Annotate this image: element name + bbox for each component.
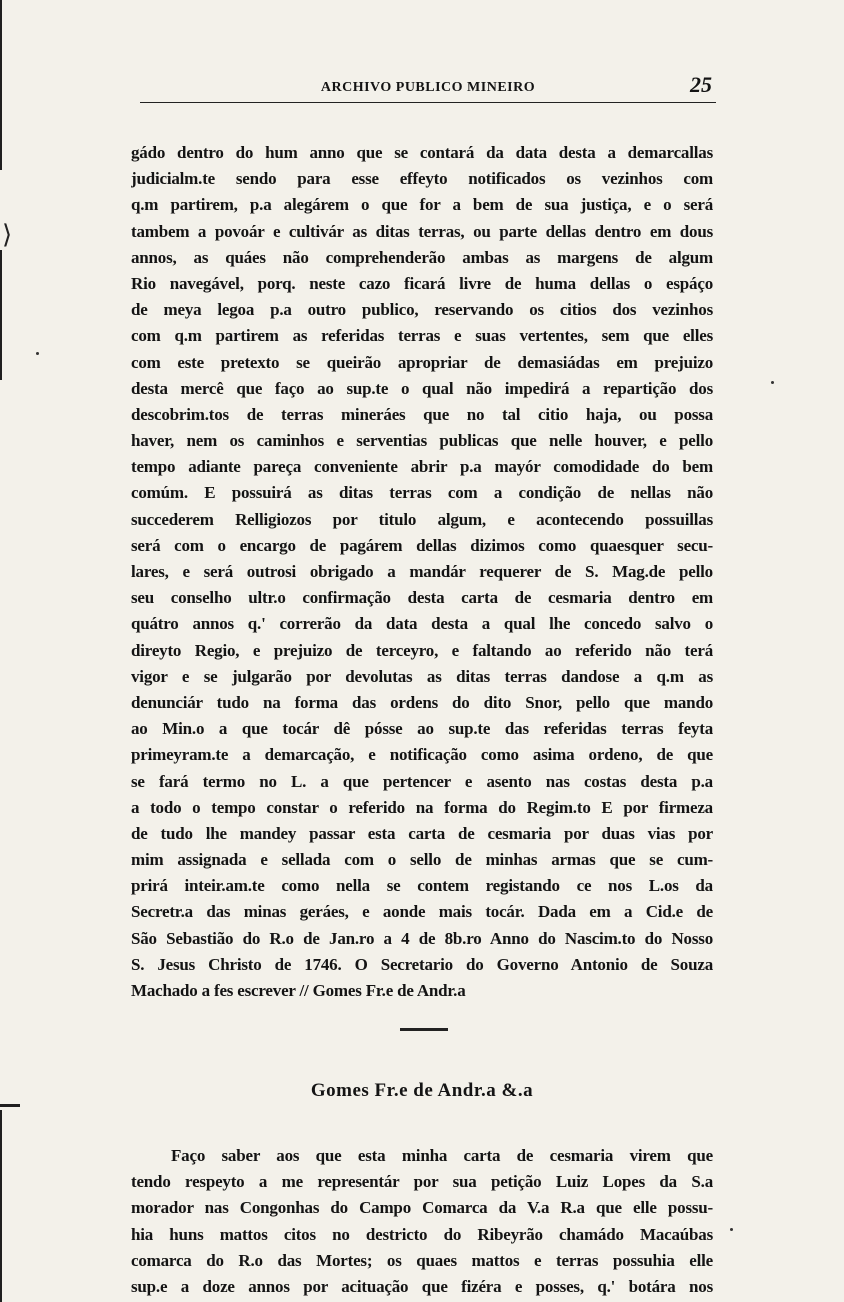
section-body-text [131,1143,713,1300]
text-line: a todo o tempo constar o referido na forma do Regim.to E por firmeza [131,797,713,817]
text-line: sup.e a doze annos por acituação que fizéra e posses, q.' botára nos [131,1276,713,1296]
text-line: quátro annos q.' correrão da data desta a qual lhe concedo salvo o [131,614,713,634]
header-title: ARCHIVO PUBLICO MINEIRO [320,80,536,95]
text-line: succederem Relligiozos por titulo algum, e acontecendo possuillas [131,509,713,529]
text-line: q.m partirem, p.a alegárem o que for a bem de sua justiça, e o será [131,195,713,215]
margin-dot [730,1228,733,1231]
binding-edge-line [0,0,2,170]
text-line: lares, e será outrosi obrigado a mandár requerer de S. Mag.de pello [131,562,713,581]
text-line: comarca do R.o das Mortes; os quaes mattos e terras possuhia elle [131,1250,713,1270]
text-line: Rio navegável, porq. neste cazo ficará livre de huma dellas o espáço [131,273,713,293]
text-line: primeyram.te a demarcação, e notificação como asima ordeno, de que [131,745,713,765]
text-line: Secretr.a das minas geráes, e aonde mais tocár. Dada em a Cid.e de [131,902,713,922]
running-header [140,72,716,103]
text-line: annos, as quáes não comprehenderão ambas as margens de algum [131,247,713,267]
margin-dot [36,352,39,355]
text-line: hia huns mattos citos no destricto do Ribeyrão chamádo Macaúbas [131,1224,713,1244]
text-line: prirá inteir.am.te como nella se contem registando ce nos L.os da [131,876,713,896]
text-line: Machado a fes escrever // Gomes Fr.e de Andr.a [131,981,466,1000]
margin-scribble-mark: ⟩ [2,220,13,250]
section-separator-rule [400,1028,448,1031]
text-line: São Sebastião do R.o de Jan.ro a 4 de 8b.ro Anno do Nascim.to do Nosso [131,928,713,948]
text-line: haver, nem os caminhos e serventias publicas que nelle houver, e pello [131,431,713,451]
text-line: vigor e se julgarão por devolutas as ditas terras dandose a q.m as [131,666,713,686]
text-line: tambem a povoár e cultivár as ditas terras, ou parte dellas dentro em dous [131,221,713,241]
text-line: direyto Regio, e prejuizo de terceyro, e faltando ao referido não terá [131,640,713,660]
text-line: desta mercê que faço ao sup.te o qual não impedirá a repartição dos [131,378,713,398]
text-line: comúm. E possuirá as ditas terras com a condição de nellas não [131,483,713,503]
page-number: 25 [690,72,712,97]
text-line: denunciár tudo na forma das ordens do dito Snor, pello que mando [131,692,713,712]
text-line: ao Min.o a que tocár dê pósse ao sup.te das referidas terras feyta [131,719,713,739]
text-line: descobrim.tos de terras mineráes que no tal citio haja, ou possa [131,404,713,424]
text-line: mim assignada e sellada com o sello de minhas armas que se cum- [131,850,713,870]
text-line: Faço saber aos que esta minha carta de cesmaria virem que [171,1146,713,1165]
text-line: S. Jesus Christo de 1746. O Secretario do Governo Antonio de Souza [131,954,713,974]
text-line: de tudo lhe mandey passar esta carta de cesmaria por duas vias por [131,823,713,843]
text-line: gádo dentro do hum anno que se contará da data desta a demarcallas [131,143,713,162]
text-line: morador nas Congonhas do Campo Comarca da V.a R.a que elle possu- [131,1198,713,1218]
binding-edge-line [0,250,2,380]
text-line: judicialm.te sendo para esse effeyto notificados os vezinhos com [131,169,713,189]
text-line: se fará termo no L. a que pertencer e asento nas costas desta p.a [131,771,713,791]
text-line: será com o encargo de pagárem dellas dizimos como quaesquer secu- [131,535,713,555]
binding-edge-tick [0,1104,20,1107]
margin-dot [771,381,774,384]
text-line: com este pretexto se queirão apropriar de demasiádas em prejuizo [131,352,713,372]
section-heading: Gomes Fr.e de Andr.a &.a [310,1080,534,1101]
text-line: tempo adiante pareça conveniente abrir p.a mayór comodidade do bem [131,457,713,477]
text-line: com q.m partirem as referidas terras e suas vertentes, sem que elles [131,326,713,346]
text-line: tendo respeyto a me representár por sua petição Luiz Lopes da S.a [131,1172,713,1192]
text-line: seu conselho ultr.o confirmação desta carta de cesmaria dentro em [131,588,713,608]
text-line: de meya legoa p.a outro publico, reservando os citios dos vezinhos [131,300,713,320]
binding-edge-line [0,1110,2,1302]
body-text [131,140,713,1004]
